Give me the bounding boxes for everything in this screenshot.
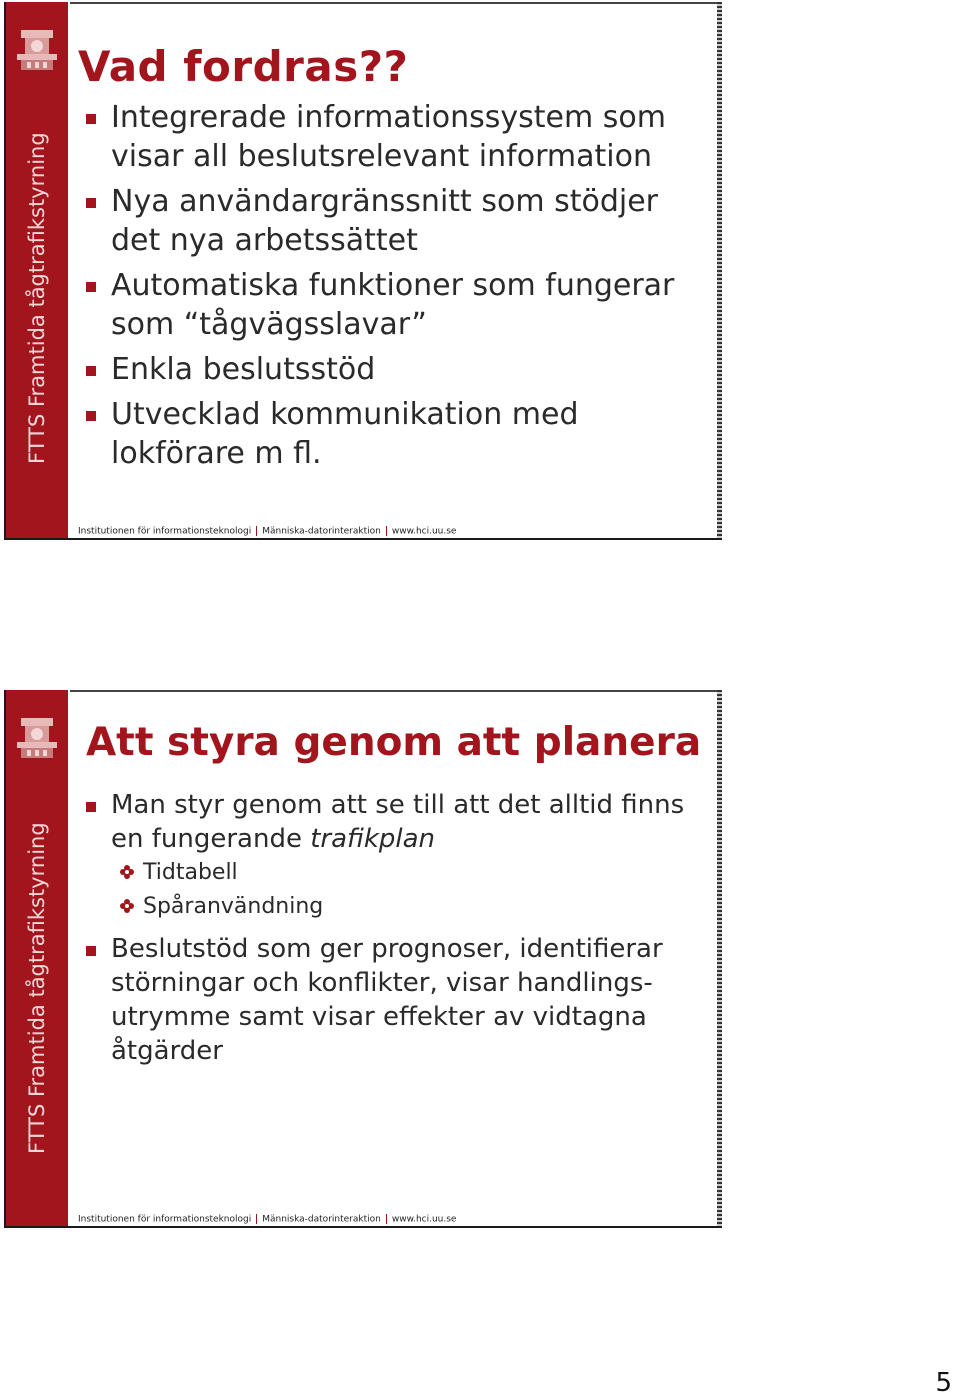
slide-sidebar bbox=[6, 690, 68, 1226]
flower-bullet-icon bbox=[119, 898, 135, 914]
list-item bbox=[86, 182, 716, 260]
footer-separator bbox=[256, 526, 257, 536]
list-item-text: Integrerade informationssystem som visar all beslutsrelevant information bbox=[111, 100, 666, 174]
footer-institution: Institutionen för informationsteknologi bbox=[78, 1214, 252, 1224]
list-item-text: Automatiska funktioner som fungerar som “tågvägsslavar” bbox=[111, 268, 675, 342]
footer-url: www.hci.uu.se bbox=[391, 1214, 457, 1224]
university-logo-icon bbox=[13, 26, 61, 74]
list-item-text: Man styr genom att se till att det alltid finns en fungerande bbox=[111, 790, 685, 854]
square-bullet-icon bbox=[86, 366, 96, 376]
sub-bullet-list bbox=[111, 856, 716, 924]
university-logo-icon bbox=[13, 714, 61, 762]
list-item bbox=[86, 395, 716, 473]
slide-top-border bbox=[70, 690, 722, 692]
list-item-emphasis: trafikplan bbox=[310, 824, 436, 854]
square-bullet-icon bbox=[86, 946, 96, 956]
slide-top-border bbox=[70, 2, 722, 4]
sub-list-item bbox=[119, 856, 716, 890]
footer-url: www.hci.uu.se bbox=[391, 526, 457, 536]
square-bullet-icon bbox=[86, 114, 96, 124]
slide-title: Vad fordras?? bbox=[78, 42, 409, 91]
slide-title: Att styra genom att planera bbox=[86, 720, 702, 765]
list-item bbox=[86, 350, 716, 389]
page-number: 5 bbox=[935, 1368, 952, 1398]
footer-separator bbox=[256, 1214, 257, 1224]
list-item bbox=[86, 266, 716, 344]
footer-institution: Institutionen för informationsteknologi bbox=[78, 526, 252, 536]
slide-footer bbox=[78, 526, 456, 537]
list-item bbox=[86, 98, 716, 176]
sidebar-label: FTTS Framtida tågtrafikstyrning bbox=[25, 132, 49, 464]
footer-separator bbox=[386, 1214, 387, 1224]
sidebar-label: FTTS Framtida tågtrafikstyrning bbox=[25, 822, 49, 1154]
footer-department: Människa-datorinteraktion bbox=[262, 1214, 381, 1224]
slide-right-border bbox=[717, 2, 722, 538]
bullet-list bbox=[86, 788, 716, 1076]
slide-right-border bbox=[717, 690, 722, 1226]
flower-bullet-icon bbox=[119, 864, 135, 880]
square-bullet-icon bbox=[86, 198, 96, 208]
slide-footer bbox=[78, 1214, 456, 1225]
slide-1 bbox=[4, 2, 722, 540]
list-item bbox=[86, 788, 716, 924]
square-bullet-icon bbox=[86, 411, 96, 421]
footer-department: Människa-datorinteraktion bbox=[262, 526, 381, 536]
square-bullet-icon bbox=[86, 802, 96, 812]
slide-sidebar bbox=[6, 2, 68, 538]
list-item-text: Nya användargränssnitt som stödjer det nya arbetssättet bbox=[111, 184, 659, 258]
list-item-text: Utvecklad kommunikation med lokförare m fl. bbox=[111, 397, 579, 471]
list-item-text: Beslutstöd som ger prognoser, identifierar störningar och konflikter, visar handlings-utrymme samt visar effekter av vidtagna åtgärder bbox=[111, 934, 663, 1066]
bullet-list bbox=[86, 98, 716, 479]
slide-2 bbox=[4, 690, 722, 1228]
footer-separator bbox=[386, 526, 387, 536]
square-bullet-icon bbox=[86, 282, 96, 292]
list-item bbox=[86, 932, 716, 1068]
sub-list-item bbox=[119, 890, 716, 924]
sub-list-item-text: Tidtabell bbox=[143, 860, 238, 885]
sub-list-item-text: Spåranvändning bbox=[143, 894, 324, 919]
list-item-text: Enkla beslutsstöd bbox=[111, 352, 376, 387]
